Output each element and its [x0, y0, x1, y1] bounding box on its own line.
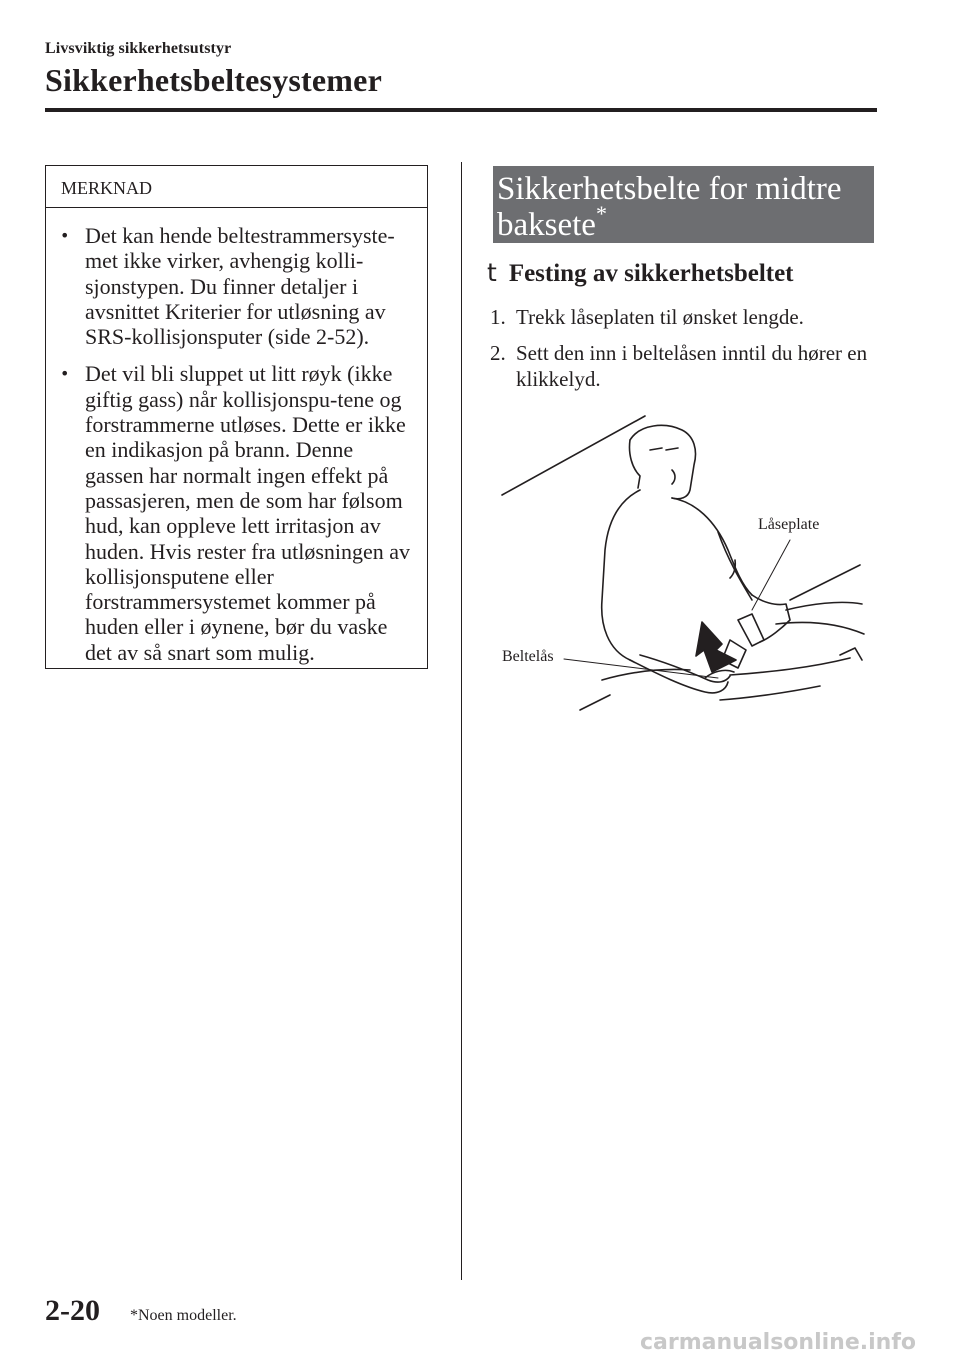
label-laseplate: Låseplate	[758, 516, 820, 533]
note-item	[60, 223, 415, 349]
note-item-text: Det kan hende beltestrammersyste-met ikke virker, avhengig kolli-sjonstypen. Du finner detaljer i avsnittet Kriterier for utløsning av SRS-kollisjonsputer (side 2-52).	[85, 223, 395, 350]
step-number: 1.	[490, 305, 506, 329]
banner-title: Sikkerhetsbelte for midtre baksete	[497, 171, 842, 243]
sub-heading	[487, 258, 794, 288]
note-list	[46, 208, 427, 665]
note-item-text: Det vil bli sluppet ut litt røyk (ikke giftig gass) når kollisjonspu-tene og forstrammerne utløses. Dette er ikke en indikasjon på brann. Denne gassen har normalt ingen effekt på passasjeren, men de som har følsom hud, kan oppleve lett irritasjon av huden. Hvis rester fra utløsningen av kollisjonsputene eller forstrammersystemet kommer på huden eller i øynene, bør du vaske det av så snart som mulig.	[85, 361, 411, 665]
section-banner	[493, 166, 874, 243]
steps-list	[490, 304, 880, 402]
watermark: carmanualsonline.info	[640, 1330, 916, 1355]
step-text: Trekk låseplaten til ønsket lengde.	[516, 305, 804, 329]
note-item	[60, 361, 415, 665]
column-divider	[461, 162, 462, 1280]
step-item	[490, 304, 880, 330]
title-rule	[45, 108, 877, 112]
bullet-icon: •	[60, 364, 70, 384]
note-box	[45, 165, 428, 669]
sub-heading-text: Festing av sikkerhetsbeltet	[508, 260, 794, 287]
note-heading: MERKNAD	[46, 166, 427, 208]
label-beltelas: Beltelås	[502, 648, 554, 665]
step-number: 2.	[490, 341, 506, 365]
seatbelt-illustration	[490, 410, 880, 720]
step-text: Sett den inn i beltelåsen inntil du hører en klikkelyd.	[516, 341, 868, 391]
asterisk-marker: *	[595, 201, 607, 226]
sub-heading-glyph-icon: t	[487, 258, 497, 287]
step-item	[490, 340, 880, 392]
footnote: *Noen modeller.	[130, 1307, 237, 1324]
seatbelt-drawing	[490, 410, 880, 720]
section-label: Livsviktig sikkerhetsutstyr	[45, 40, 232, 57]
page-number: 2-20	[45, 1294, 100, 1327]
bullet-icon: •	[60, 226, 70, 245]
page-title: Sikkerhetsbeltesystemer	[45, 62, 382, 98]
